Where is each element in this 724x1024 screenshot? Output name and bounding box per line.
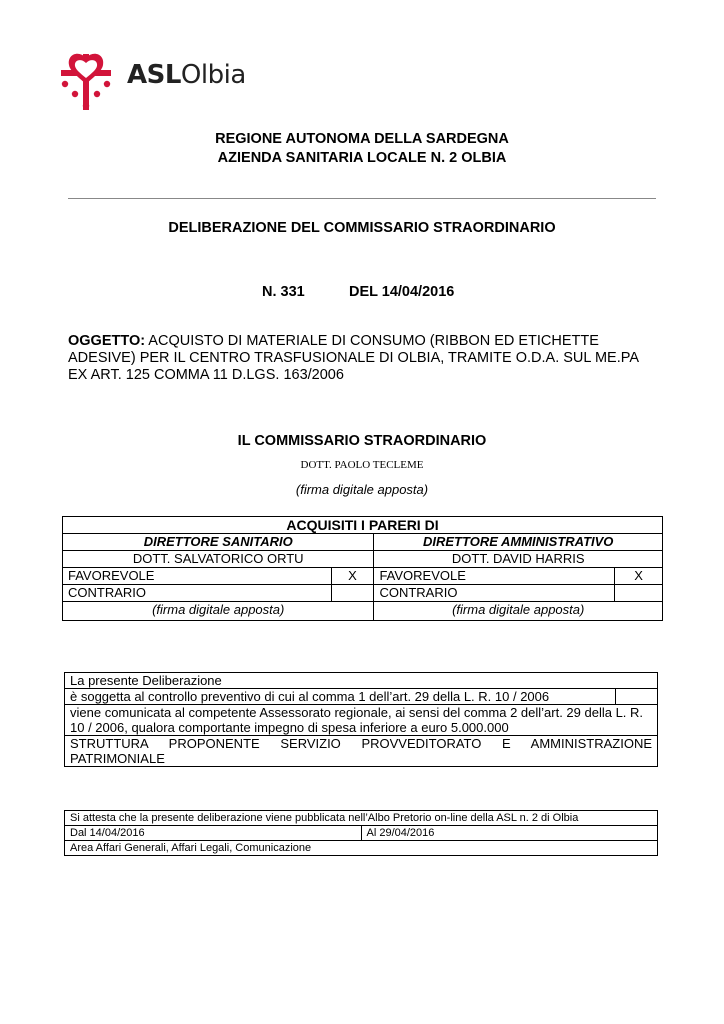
control-intro: La presente Deliberazione [65, 673, 658, 689]
sanitary-director-role: DIRETTORE SANITARIO [63, 534, 374, 551]
sanitary-contrario-label: CONTRARIO [63, 585, 332, 602]
sanitary-favorevole-mark: X [331, 568, 374, 585]
subject-text: ACQUISTO DI MATERIALE DI CONSUMO (RIBBON ED ETICHETTE ADESIVE) PER IL CENTRO TRASFUSIONALE DI OLBIA, TRAMITE O.D.A. SUL ME.PA EX ART. 125 COMMA 11 D.LGS. 163/2006 [68, 333, 639, 383]
proposing-structure-line2: PATRIMONIALE [70, 751, 165, 766]
publication-table [64, 810, 658, 856]
deliberation-number: N. 331 [262, 284, 305, 300]
opinions-table [62, 516, 663, 621]
commissioner-signature: (firma digitale apposta) [295, 482, 429, 497]
admin-favorevole-label: FAVOREVOLE [374, 568, 615, 585]
sanitary-favorevole-label: FAVOREVOLE [63, 568, 332, 585]
publication-attestation: Si attesta che la presente deliberazione viene pubblicata nell’Albo Pretorio on-line della ASL n. 2 di Olbia [65, 811, 658, 826]
logo-brand-bold: ASL [127, 60, 181, 90]
subject-block [68, 333, 658, 384]
proposing-structure [65, 736, 658, 767]
opinions-title: ACQUISITI I PARERI DI [63, 517, 663, 534]
publication-to-date: Al 29/04/2016 [361, 826, 658, 841]
admin-contrario-label: CONTRARIO [374, 585, 615, 602]
subject-label: OGGETTO: [68, 333, 146, 349]
sanitary-contrario-mark [331, 585, 374, 602]
commissioner-name: DOTT. PAOLO TECLEME [300, 459, 424, 471]
asl-olbia-logo [55, 48, 246, 110]
admin-signature: (firma digitale apposta) [374, 602, 663, 621]
control-preventivo-mark [616, 689, 658, 705]
publication-area: Area Affari Generali, Affari Legali, Comunicazione [65, 841, 658, 856]
sanitary-signature: (firma digitale apposta) [63, 602, 374, 621]
commissioner-title: IL COMMISSARIO STRAORDINARIO [237, 433, 487, 449]
publication-from-date: Dal 14/04/2016 [65, 826, 362, 841]
deliberation-date: DEL 14/04/2016 [349, 284, 455, 300]
admin-favorevole-mark: X [615, 568, 663, 585]
header-divider [68, 198, 656, 199]
admin-director-role: DIRETTORE AMMINISTRATIVO [374, 534, 663, 551]
control-preventivo-text: è soggetta al controllo preventivo di cui al comma 1 dell’art. 29 della L. R. 10 / 2006 [65, 689, 616, 705]
admin-contrario-mark [615, 585, 663, 602]
agency-heading: AZIENDA SANITARIA LOCALE N. 2 OLBIA [217, 150, 507, 166]
proposing-structure-line1: STRUTTURA PROPONENTE SERVIZIO PROVVEDITORATO E AMMINISTRAZIONE [70, 736, 652, 751]
asl-cross-heart-icon [55, 48, 117, 110]
control-comunicata-text: viene comunicata al competente Assessorato regionale, ai sensi del comma 2 dell’art. 29 della L. R. 10 / 2006, qualora comportante impegno di spesa inferiore a euro 5.000.000 [65, 705, 658, 736]
sanitary-director-name: DOTT. SALVATORICO ORTU [63, 551, 374, 568]
admin-director-name: DOTT. DAVID HARRIS [374, 551, 663, 568]
control-table [64, 672, 658, 767]
document-title: DELIBERAZIONE DEL COMMISSARIO STRAORDINARIO [168, 220, 556, 236]
logo-brand-light: Olbia [180, 60, 246, 90]
region-heading: REGIONE AUTONOMA DELLA SARDEGNA [215, 131, 509, 147]
